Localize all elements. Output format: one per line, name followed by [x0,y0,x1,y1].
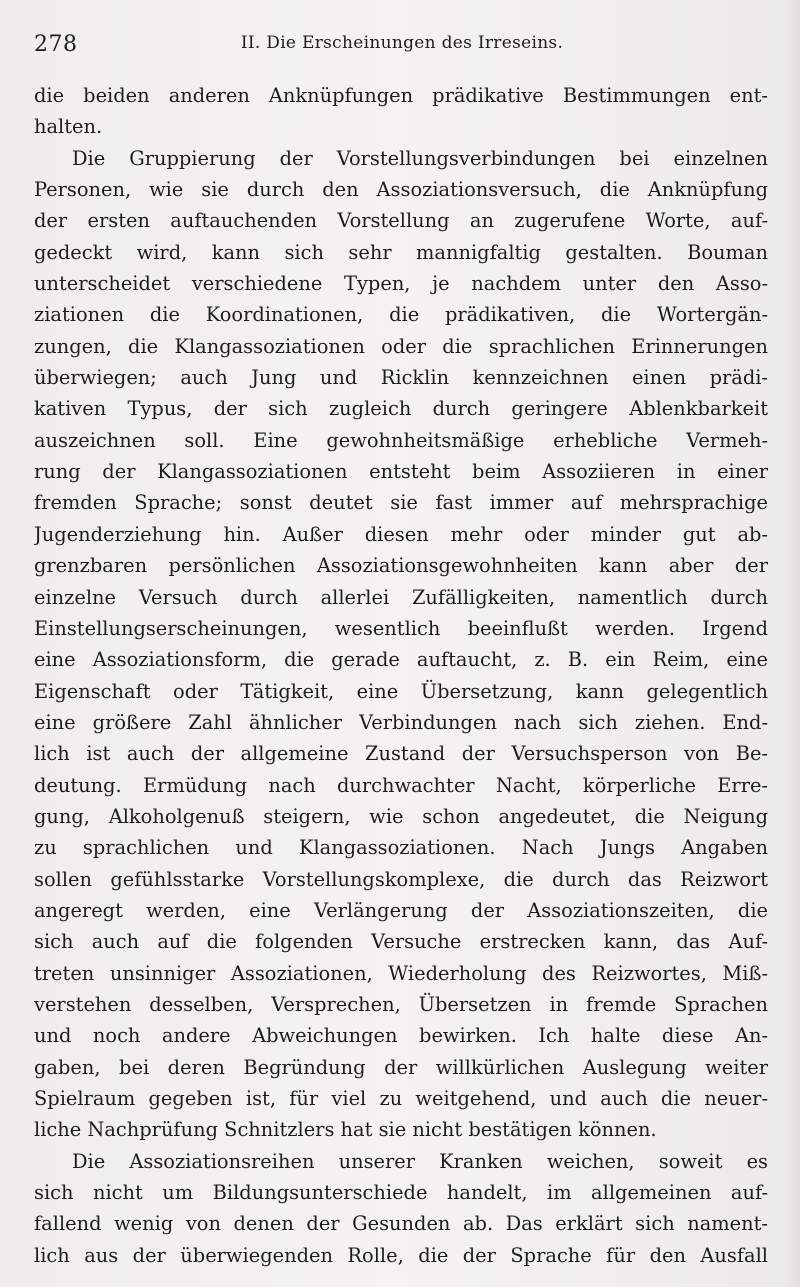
text-line: einzelne Versuch durch allerlei Zufälligkeiten, namentlich durch [34,585,768,609]
text-line: und noch andere Abweichungen bewirken. Ich halte diese An- [34,1024,768,1048]
text-line: sich nicht um Bildungsunterschiede handelt, im allgemeinen auf- [34,1181,768,1205]
page-edge-shadow [786,0,800,1287]
text-line: halten. [34,115,103,139]
text-line: eine größere Zahl ähnlicher Verbindungen nach sich ziehen. End- [34,710,768,734]
text-line: gung, Alkoholgenuß steigern, wie schon angedeutet, die Neigung [34,804,768,828]
text-line: grenzbaren persönlichen Assoziationsgewohnheiten kann aber der [34,554,768,578]
text-line: der ersten auftauchenden Vorstellung an zugerufene Worte, auf- [34,209,768,233]
text-line: liche Nachprüfung Schnitzlers hat sie nicht bestätigen können. [34,1118,657,1142]
text-line: unterscheidet verschiedene Typen, je nachdem unter den Asso- [34,272,768,296]
body-text [34,80,768,1271]
text-line: zungen, die Klangassoziationen oder die sprachlichen Erinnerungen [34,334,768,358]
text-line: lich ist auch der allgemeine Zustand der Versuchsperson von Be- [34,742,768,766]
text-line: fremden Sprache; sonst deutet sie fast immer auf mehrsprachige [34,491,768,515]
text-line: angeregt werden, eine Verlängerung der Assoziationszeiten, die [34,898,768,922]
text-line: Spielraum gegeben ist, für viel zu weitgehend, und auch die neuer- [34,1087,768,1110]
running-head: II. Die Erscheinungen des Irreseins. [240,33,564,53]
text-line: eine Assoziationsform, die gerade auftaucht, z. B. ein Reim, eine [34,648,768,672]
text-line: deutung. Ermüdung nach durchwachter Nacht, körperliche Erre- [34,773,768,797]
text-line: Einstellungserscheinungen, wesentlich beeinflußt werden. Irgend [34,616,768,640]
page-header [34,28,770,62]
text-line: Die Gruppierung der Vorstellungsverbindungen bei einzelnen [72,146,768,170]
text-line: ziationen die Koordinationen, die prädikativen, die Wortergän- [34,303,768,327]
text-line: rung der Klangassoziationen entsteht beim Assoziieren in einer [34,460,768,484]
text-line: Jugenderziehung hin. Außer diesen mehr oder minder gut ab- [34,522,768,546]
text-line: überwiegen; auch Jung und Ricklin kennzeichnen einen prädi- [34,366,768,390]
text-line: gaben, bei deren Begründung der willkürlichen Auslegung weiter [34,1055,768,1079]
text-line: gedeckt wird, kann sich sehr mannigfaltig gestalten. Bouman [34,240,768,264]
text-line: Eigenschaft oder Tätigkeit, eine Übersetzung, kann gelegentlich [34,679,768,703]
text-line: sich auch auf die folgenden Versuche erstrecken kann, das Auf- [34,930,768,954]
text-line: kativen Typus, der sich zugleich durch geringere Ablenkbarkeit [34,397,768,421]
text-line: Personen, wie sie durch den Assoziationsversuch, die Anknüpfung [34,178,768,202]
text-line: Die Assoziationsreihen unserer Kranken weichen, soweit es [72,1149,768,1173]
text-line: zu sprachlichen und Klangassoziationen. Nach Jungs Angaben [34,836,768,860]
text-line: die beiden anderen Anknüpfungen prädikative Bestimmungen ent- [34,84,768,107]
text-line: auszeichnen soll. Eine gewohnheitsmäßige erhebliche Vermeh- [34,428,768,452]
text-line: verstehen desselben, Versprechen, Übersetzen in fremde Sprachen [34,992,768,1016]
text-line: sollen gefühlsstarke Vorstellungskomplexe, die durch das Reizwort [34,867,768,891]
text-line: treten unsinniger Assoziationen, Wiederholung des Reizwortes, Miß- [34,961,768,985]
text-line: fallend wenig von denen der Gesunden ab. Das erklärt sich nament- [34,1212,768,1236]
page-number: 278 [34,32,78,57]
text-line: lich aus der überwiegenden Rolle, die der Sprache für den Ausfall [34,1243,768,1267]
